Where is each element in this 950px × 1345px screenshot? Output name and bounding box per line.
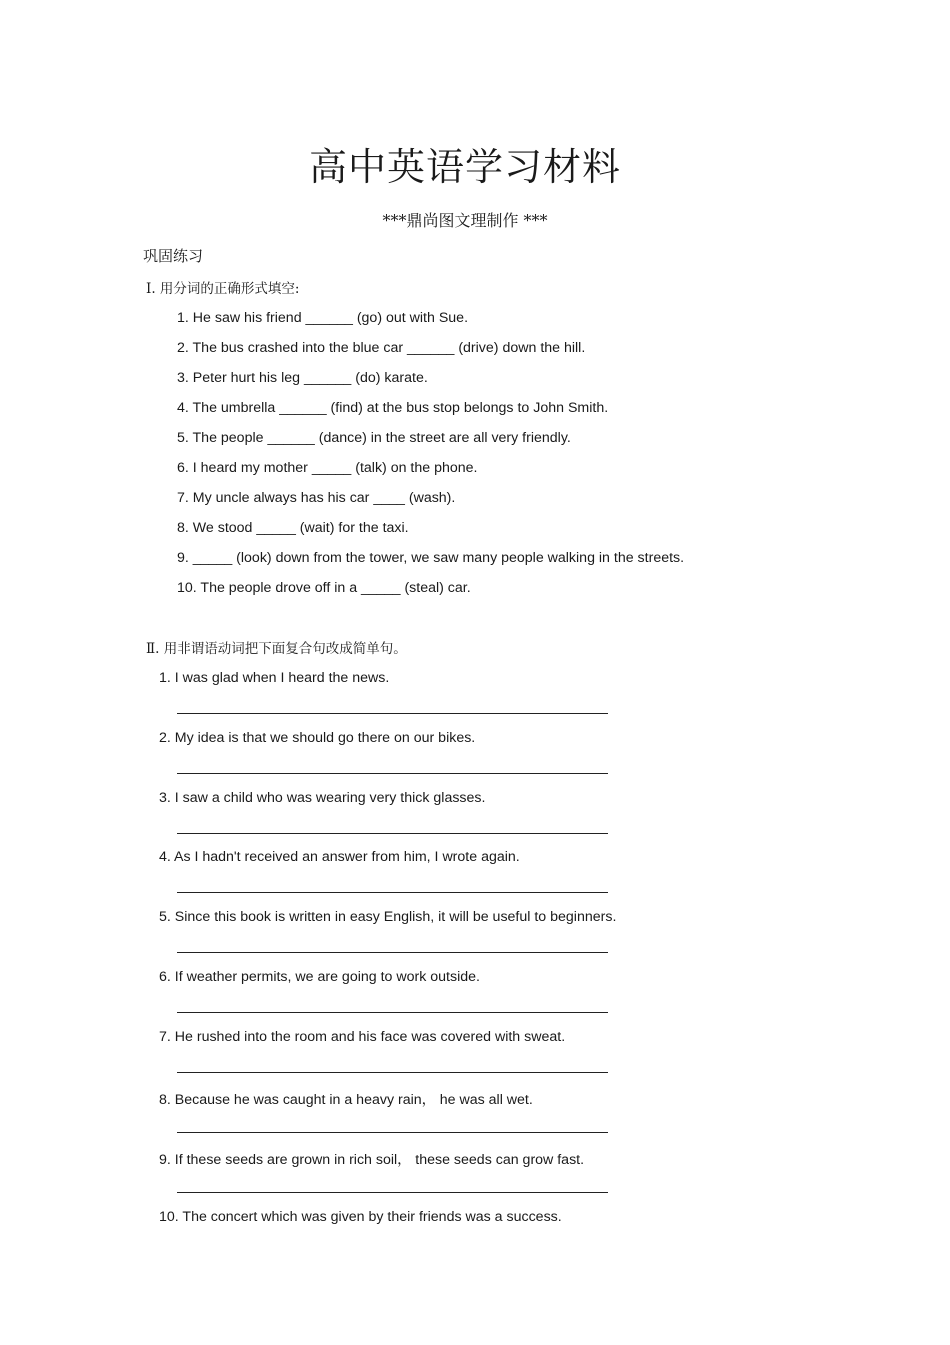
document-title: 高中英语学习材料	[308, 145, 621, 189]
document-subtitle: ***鼎尚图文理制作 ***	[382, 211, 548, 230]
part2-question: 9. If these seeds are grown in rich soil， these seeds can grow fast.	[159, 1152, 585, 1168]
part2-question: 8. Because he was caught in a heavy rain， he was all wet.	[159, 1092, 533, 1108]
part2-heading: Ⅱ. 用非谓语动词把下面复合句改成简单句。	[146, 641, 407, 657]
answer-line[interactable]	[177, 1192, 608, 1193]
answer-line[interactable]	[177, 892, 608, 893]
part1-question: 5. The people ______ (dance) in the street are all very friendly.	[177, 430, 571, 446]
part1-question: 9. _____ (look) down from the tower, we saw many people walking in the streets.	[177, 550, 685, 566]
part1-heading: Ⅰ. 用分词的正确形式填空:	[146, 281, 300, 297]
part2-question: 5. Since this book is written in easy English, it will be useful to beginners.	[159, 909, 617, 925]
answer-line[interactable]	[177, 1012, 608, 1013]
answer-line[interactable]	[177, 1072, 608, 1073]
answer-line[interactable]	[177, 773, 608, 774]
part1-question: 4. The umbrella ______ (find) at the bus stop belongs to John Smith.	[177, 400, 609, 416]
part2-question: 6. If weather permits, we are going to work outside.	[159, 969, 480, 985]
answer-line[interactable]	[177, 713, 608, 714]
part2-question: 4. As I hadn't received an answer from him, I wrote again.	[159, 849, 520, 865]
answer-line[interactable]	[177, 833, 608, 834]
part1-question: 8. We stood _____ (wait) for the taxi.	[177, 520, 409, 536]
part1-question: 6. I heard my mother _____ (talk) on the phone.	[177, 460, 478, 476]
part1-question: 1. He saw his friend ______ (go) out with Sue.	[177, 310, 469, 326]
part2-question: 3. I saw a child who was wearing very thick glasses.	[159, 790, 486, 806]
answer-line[interactable]	[177, 952, 608, 953]
section-label: 巩固练习	[143, 247, 204, 265]
part1-question: 2. The bus crashed into the blue car ______ (drive) down the hill.	[177, 340, 586, 356]
part1-question: 10. The people drove off in a _____ (steal) car.	[177, 580, 471, 596]
answer-line[interactable]	[177, 1132, 608, 1133]
part2-question: 2. My idea is that we should go there on our bikes.	[159, 730, 476, 746]
part2-question: 1. I was glad when I heard the news.	[159, 670, 390, 686]
part1-question: 3. Peter hurt his leg ______ (do) karate.	[177, 370, 428, 386]
part2-question: 7. He rushed into the room and his face was covered with sweat.	[159, 1029, 566, 1045]
part2-question: 10. The concert which was given by their friends was a success.	[159, 1209, 562, 1225]
part1-question: 7. My uncle always has his car ____ (wash).	[177, 490, 456, 506]
